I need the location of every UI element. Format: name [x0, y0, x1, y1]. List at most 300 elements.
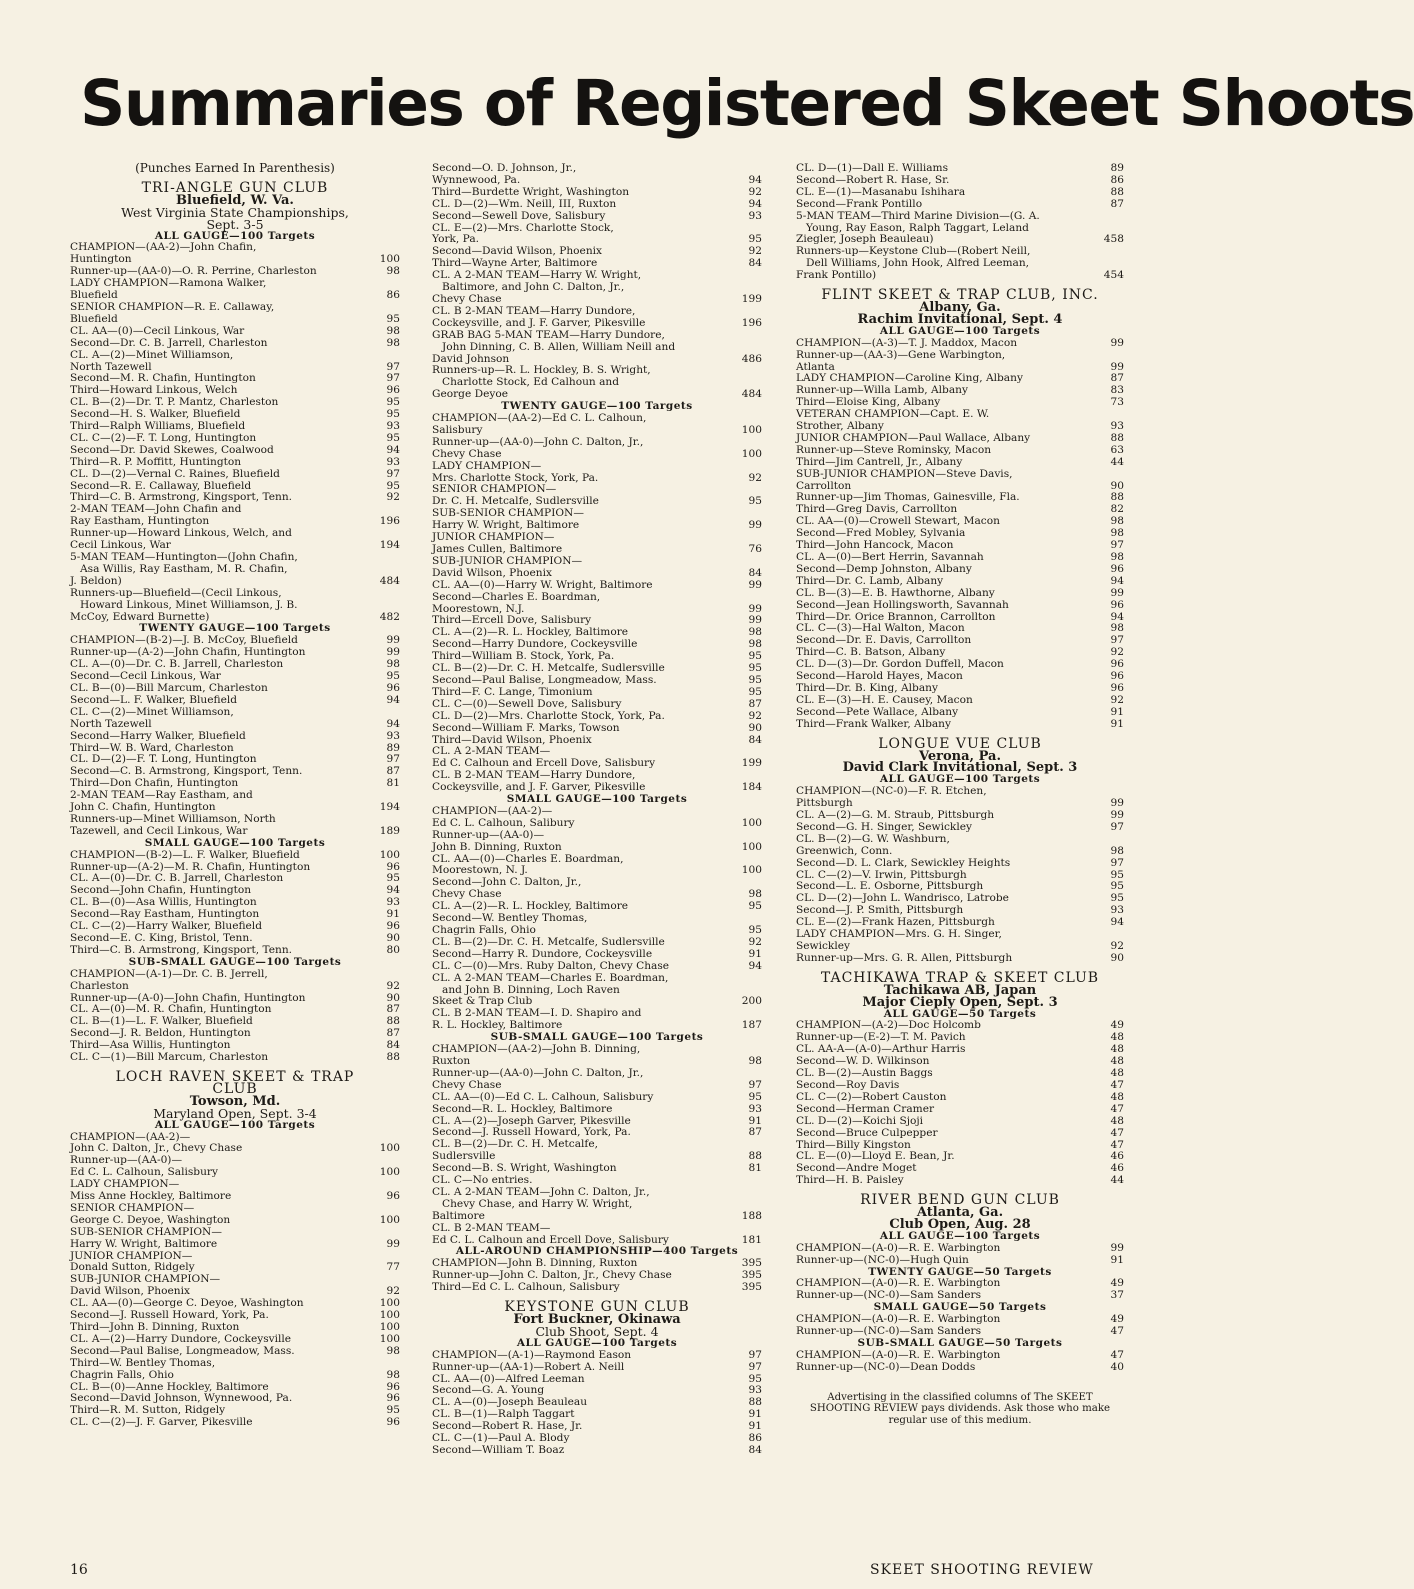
result-score: 76: [748, 543, 762, 555]
result-line: Runners-up—Keystone Club—(Robert Neill,: [796, 245, 1031, 258]
result-score: 99: [748, 614, 762, 627]
result-row: [796, 445, 1124, 457]
result-score: 99: [1110, 1241, 1124, 1254]
result-score: 181: [741, 1233, 762, 1246]
result-score: 98: [1110, 844, 1124, 857]
result-name: Third—Dr. Orice Brannon, Carrollton: [796, 610, 996, 623]
gauge-heading: ALL GAUGE—100 Targets: [516, 1336, 678, 1349]
result-score: 94: [386, 884, 400, 897]
result-name: Ziegler, Joseph Beauleau): [796, 233, 934, 246]
result-name: Second—B. S. Wright, Washington: [432, 1162, 617, 1175]
result-score: 98: [386, 324, 400, 337]
result-score: 95: [748, 1372, 762, 1385]
result-name: Third—Billy Kingston: [796, 1138, 911, 1151]
result-score: 98: [386, 1344, 400, 1357]
result-name: CL. C—(3)—Hal Walton, Macon: [796, 622, 965, 635]
result-score: 93: [748, 1384, 762, 1397]
result-score: 84: [748, 257, 762, 270]
result-score: 97: [386, 753, 400, 766]
result-score: 395: [741, 1269, 762, 1282]
result-score: 48: [1110, 1031, 1124, 1044]
result-name: CL. AA—(0)—Ed C. L. Calhoun, Salisbury: [432, 1090, 654, 1103]
result-name: Second—J. R. Beldon, Huntington: [70, 1027, 251, 1040]
result-row: [432, 1362, 762, 1374]
result-score: 47: [1110, 1325, 1124, 1338]
result-score: 87: [386, 765, 400, 778]
result-name: CL. E—(3)—H. E. Causey, Macon: [796, 693, 973, 706]
result-line: CHAMPION—(NC-0)—F. R. Etchen,: [796, 785, 987, 798]
result-line: CL. C—(2)—Minet Williamson,: [70, 705, 234, 718]
result-score: 97: [748, 1360, 762, 1373]
result-score: 73: [1110, 396, 1124, 409]
result-score: 99: [386, 646, 400, 659]
result-name: Skeet & Trap Club: [432, 995, 533, 1008]
result-line: SUB-JUNIOR CHAMPION—: [432, 554, 583, 567]
result-name: Second—Harry R. Dundore, Cockeysville: [432, 947, 653, 960]
result-name: Bluefield: [70, 289, 118, 302]
result-score: 84: [748, 566, 762, 579]
result-name: CHAMPION—(A-3)—T. J. Maddox, Macon: [796, 336, 1018, 349]
result-name: CL. C—(0)—Sewell Dove, Salisbury: [432, 697, 622, 710]
result-name: Miss Anne Hockley, Baltimore: [70, 1190, 232, 1203]
result-row: [432, 1104, 762, 1116]
result-name: CL. AA—(0)—George C. Deyoe, Washington: [70, 1297, 304, 1310]
result-score: 94: [748, 173, 762, 186]
result-line: CL. B 2-MAN TEAM—: [432, 1221, 551, 1234]
result-score: 95: [386, 408, 400, 421]
result-name: CL. A—(2)—Harry Dundore, Cockeysville: [70, 1332, 292, 1345]
result-score: 96: [386, 384, 400, 397]
result-row: [432, 568, 762, 580]
result-line: Runner-up—Howard Linkous, Welch, and: [70, 527, 292, 540]
result-name: Third—R. P. Moffitt, Huntington: [70, 455, 242, 468]
result-name: Second—Dr. C. B. Jarrell, Charleston: [70, 336, 268, 349]
result-score: 95: [386, 312, 400, 325]
result-line: Runner-up—(AA-0)—: [432, 828, 545, 841]
event-heading: West Virginia State Championships,: [121, 204, 349, 220]
result-score: 100: [379, 253, 400, 266]
result-line: SENIOR CHAMPION—: [70, 1201, 195, 1214]
result-name: CL. E—(1)—Masanabu Ishihara: [796, 185, 966, 198]
result-row: [70, 445, 400, 457]
result-name: George C. Deyoe, Washington: [70, 1213, 231, 1226]
result-name: Runner-up—Jim Thomas, Gainesville, Fla.: [796, 491, 1020, 504]
result-score: 94: [386, 717, 400, 730]
result-score: 87: [748, 1126, 762, 1139]
column-left: [70, 163, 400, 1429]
result-score: 84: [386, 1039, 400, 1052]
result-score: 95: [1110, 868, 1124, 881]
result-name: CHAMPION—(A-2)—Doc Holcomb: [796, 1019, 981, 1032]
result-row: [70, 1370, 400, 1382]
result-score: 92: [748, 245, 762, 258]
result-name: York, Pa.: [432, 233, 480, 246]
result-row: [796, 338, 1124, 350]
result-score: 95: [748, 685, 762, 698]
result-row: [70, 981, 400, 993]
result-score: 189: [379, 824, 400, 837]
result-score: 89: [1110, 162, 1124, 174]
gauge-heading: SUB-SMALL GAUGE—100 Targets: [128, 955, 342, 968]
result-score: 90: [1110, 479, 1124, 492]
result-row: [432, 687, 762, 699]
result-score: 91: [748, 1114, 762, 1127]
result-name: Second—Harry Walker, Bluefield: [70, 729, 246, 742]
result-line: LADY CHAMPION—Mrs. G. H. Singer,: [796, 928, 1002, 941]
result-score: 92: [748, 471, 762, 484]
event-heading: Maryland Open, Sept. 3-4: [153, 1105, 317, 1121]
result-line: JUNIOR CHAMPION—: [432, 531, 555, 544]
result-score: 88: [1110, 185, 1124, 198]
result-name: Third—C. B. Armstrong, Kingsport, Tenn.: [70, 491, 293, 504]
result-name: Second—D. L. Clark, Sewickley Heights: [796, 856, 1011, 869]
result-score: 188: [741, 1209, 762, 1222]
result-score: 95: [386, 431, 400, 444]
result-score: 46: [1110, 1162, 1124, 1175]
result-name: Runner-up—(AA-1)—Robert A. Neill: [432, 1360, 625, 1373]
result-name: Third—Ralph Williams, Bluefield: [70, 420, 246, 433]
result-name: Ed C. Calhoun and Ercell Dove, Salisbury: [432, 757, 656, 770]
result-row: [70, 576, 400, 588]
result-name: Sewickley: [796, 940, 850, 952]
result-score: 84: [748, 733, 762, 746]
result-row: [796, 457, 1124, 469]
result-score: 95: [386, 479, 400, 492]
result-score: 482: [379, 610, 400, 623]
result-name: Cockeysville, and J. F. Garver, Pikesville: [432, 316, 646, 329]
result-name: CL. D—(2)—John L. Wandrisco, Latrobe: [796, 892, 1009, 905]
result-score: 96: [386, 1380, 400, 1393]
result-score: 98: [1110, 622, 1124, 635]
result-name: Ed C. L. Calhoun and Ercell Dove, Salisbury: [432, 1233, 669, 1246]
result-name: Third—Don Chafin, Huntington: [70, 777, 239, 790]
result-score: 95: [386, 872, 400, 885]
result-name: Strother, Albany: [796, 420, 884, 433]
result-row: [70, 695, 400, 707]
result-score: 95: [748, 495, 762, 508]
gauge-heading: ALL GAUGE—100 Targets: [879, 324, 1041, 337]
result-score: 44: [1110, 455, 1124, 468]
result-name: Third—Asa Willis, Huntington: [70, 1039, 231, 1052]
result-score: 93: [386, 896, 400, 909]
result-row: [70, 1346, 400, 1358]
result-score: 63: [1110, 443, 1124, 456]
result-line: Runner-up—(AA-0)—John C. Dalton, Jr.,: [432, 435, 644, 448]
result-name: R. L. Hockley, Baltimore: [432, 1019, 563, 1032]
location-heading: Verona, Pa.: [919, 748, 1001, 764]
result-score: 91: [386, 908, 400, 921]
result-score: 94: [1110, 574, 1124, 587]
result-name: North Tazewell: [70, 360, 152, 373]
result-score: 87: [1110, 372, 1124, 385]
result-row: [796, 187, 1124, 199]
result-score: 81: [386, 777, 400, 790]
result-line: Asa Willis, Ray Eastham, M. R. Chafin,: [80, 562, 288, 575]
result-name: Runner-up—John C. Dalton, Jr., Chevy Chase: [432, 1269, 672, 1282]
result-row: [796, 1362, 1124, 1374]
section-note: (Punches Earned In Parenthesis): [135, 161, 335, 175]
result-line: CL. A 2-MAN TEAM—Harry W. Wright,: [432, 269, 642, 282]
result-score: 81: [748, 1162, 762, 1175]
result-score: 92: [748, 709, 762, 722]
result-score: 100: [379, 1332, 400, 1345]
result-row: [796, 953, 1124, 965]
location-heading: Bluefield, W. Va.: [176, 192, 294, 208]
result-line: CHAMPION—(AA-2)—John B. Dinning,: [432, 1043, 641, 1056]
result-line: Runners-up—Bluefield—(Cecil Linkous,: [70, 586, 282, 599]
result-score: 95: [748, 650, 762, 663]
result-score: 458: [1103, 233, 1124, 246]
result-name: Runner-up—(A-0)—John Chafin, Huntington: [70, 991, 306, 1004]
result-name: Second—David Wilson, Phoenix: [432, 245, 603, 258]
result-score: 98: [1110, 515, 1124, 528]
result-score: 86: [386, 289, 400, 302]
result-name: Second—Bruce Culpepper: [796, 1126, 938, 1139]
result-name: Salisbury: [432, 423, 483, 436]
location-heading: Fort Buckner, Okinawa: [513, 1312, 681, 1327]
result-row: [70, 1417, 400, 1429]
result-score: 100: [741, 447, 762, 460]
result-score: 94: [1110, 916, 1124, 929]
result-score: 200: [741, 995, 762, 1008]
result-name: Third—David Wilson, Phoenix: [432, 733, 592, 746]
result-score: 95: [748, 233, 762, 246]
result-line: 5-MAN TEAM—Third Marine Division—(G. A.: [796, 209, 1040, 222]
result-score: 95: [1110, 892, 1124, 905]
result-name: Second—John Chafin, Huntington: [70, 884, 252, 897]
gauge-heading: ALL GAUGE—100 Targets: [879, 773, 1041, 786]
result-score: 196: [379, 515, 400, 528]
result-row: [796, 1175, 1124, 1187]
result-score: 99: [1110, 586, 1124, 599]
result-score: 96: [1110, 598, 1124, 611]
result-name: Second—Pete Wallace, Albany: [796, 705, 959, 718]
location-heading: Towson, Md.: [189, 1093, 281, 1109]
result-score: 184: [741, 781, 762, 794]
result-name: Chevy Chase: [432, 292, 502, 305]
result-line: SENIOR CHAMPION—: [432, 483, 557, 496]
result-score: 194: [379, 801, 400, 814]
result-name: Second—G. H. Singer, Sewickley: [796, 820, 972, 833]
result-name: Cockeysville, and J. F. Garver, Pikesville: [432, 781, 646, 794]
result-row: [70, 338, 400, 350]
result-score: 77: [386, 1261, 400, 1274]
result-name: Runner-up—(NC-0)—Sam Sanders: [796, 1325, 982, 1338]
result-name: CL. AA—(0)—Harry W. Wright, Baltimore: [432, 578, 653, 591]
result-score: 395: [741, 1257, 762, 1270]
result-name: CL. AA—(0)—Crowell Stewart, Macon: [796, 515, 1000, 528]
result-name: Third—Howard Linkous, Welch: [70, 384, 238, 397]
result-name: Moorestown, N.J.: [432, 602, 525, 615]
result-row: [432, 842, 762, 854]
location-heading: Major Cieply Open, Sept. 3: [862, 994, 1058, 1010]
result-line: SENIOR CHAMPION—R. E. Callaway,: [70, 300, 275, 313]
result-name: Runner-up—(NC-0)—Sam Sanders: [796, 1289, 982, 1302]
result-row: [432, 1445, 762, 1457]
result-name: Cecil Linkous, War: [70, 539, 171, 552]
result-name: Second—R. E. Callaway, Bluefield: [70, 479, 252, 492]
result-name: David Wilson, Phoenix: [70, 1285, 190, 1298]
result-name: CL. C—(0)—Mrs. Ruby Dalton, Chevy Chase: [432, 959, 670, 972]
result-name: Second—Fred Mobley, Sylvania: [796, 527, 966, 540]
result-score: 92: [386, 979, 400, 992]
result-score: 93: [386, 420, 400, 433]
location-heading: Tachikawa AB, Japan: [883, 982, 1037, 998]
result-name: Pittsburgh: [796, 797, 853, 810]
result-row: [70, 314, 400, 326]
result-score: 92: [748, 185, 762, 198]
result-line: CHAMPION—(AA-2)—John Chafin,: [70, 241, 257, 254]
result-name: CL. A—(0)—Joseph Beauleau: [432, 1396, 588, 1409]
result-score: 80: [386, 943, 400, 956]
result-name: Second—R. L. Hockley, Baltimore: [432, 1102, 613, 1115]
result-score: 94: [1110, 610, 1124, 623]
result-name: Third—Dr. B. King, Albany: [796, 681, 938, 694]
result-score: 49: [1110, 1313, 1124, 1326]
result-line: CHAMPION—(AA-2)—: [432, 804, 553, 817]
result-line: Runners-up—Minet Williamson, North: [70, 812, 276, 825]
result-row: [432, 1211, 762, 1223]
result-score: 40: [1110, 1360, 1124, 1373]
gauge-heading: ALL GAUGE—50 Targets: [883, 1007, 1037, 1020]
result-name: Chevy Chase: [432, 447, 502, 460]
result-score: 100: [379, 1142, 400, 1155]
result-line: LADY CHAMPION—: [432, 459, 542, 472]
result-score: 96: [1110, 658, 1124, 671]
result-row: [432, 949, 762, 961]
result-name: Second—Robert R. Hase, Jr.: [432, 1420, 583, 1433]
result-score: 87: [386, 1003, 400, 1016]
result-score: 83: [1110, 384, 1124, 397]
result-name: LADY CHAMPION—Caroline King, Albany: [796, 372, 1023, 385]
result-score: 100: [379, 1297, 400, 1310]
result-name: Second—J. Russell Howard, York, Pa.: [432, 1126, 631, 1139]
result-name: CL. C—(2)—J. F. Garver, Pikesville: [70, 1416, 253, 1429]
result-score: 95: [1110, 880, 1124, 893]
result-name: CL. C—(2)—Robert Causton: [796, 1090, 947, 1103]
result-score: 96: [1110, 562, 1124, 575]
result-line: Runner-up—(AA-3)—Gene Warbington,: [796, 348, 1006, 361]
page-number: 16: [70, 1562, 88, 1578]
result-name: Second—Demp Johnston, Albany: [796, 562, 972, 575]
gauge-heading: ALL GAUGE—100 Targets: [879, 1229, 1041, 1242]
result-name: Harry W. Wright, Baltimore: [432, 519, 580, 532]
result-line: Howard Linkous, Minet Williamson, J. B.: [80, 598, 298, 611]
result-score: 89: [386, 741, 400, 754]
result-name: CHAMPION—(B-2)—L. F. Walker, Bluefield: [70, 848, 300, 861]
result-score: 99: [1110, 336, 1124, 349]
result-score: 90: [748, 721, 762, 734]
result-row: [70, 731, 400, 743]
location-heading: Club Open, Aug. 28: [889, 1216, 1031, 1232]
result-row: [432, 723, 762, 735]
result-name: John C. Chafin, Huntington: [70, 801, 216, 814]
result-name: Charleston: [70, 979, 129, 992]
result-name: CHAMPION—(A-1)—Raymond Eason: [432, 1348, 632, 1361]
result-line: Charlotte Stock, Ed Calhoun and: [442, 376, 620, 389]
result-line: CL. E—(2)—Mrs. Charlotte Stock,: [432, 221, 614, 234]
result-name: Second—E. C. King, Bristol, Tenn.: [70, 932, 253, 944]
result-score: 187: [741, 1019, 762, 1032]
result-name: David Johnson: [432, 352, 510, 365]
result-name: Third—Greg Davis, Carrollton: [796, 503, 958, 516]
result-row: [796, 270, 1124, 282]
result-row: [796, 1116, 1124, 1128]
result-name: Ed C. L. Calhoun, Salisbury: [70, 1166, 218, 1179]
result-score: 98: [748, 638, 762, 651]
result-name: James Cullen, Baltimore: [432, 543, 563, 555]
result-score: 196: [741, 316, 762, 329]
result-score: 98: [748, 888, 762, 901]
result-line: Third—W. Bentley Thomas,: [70, 1356, 216, 1369]
magazine-name: SKEET SHOOTING REVIEW: [870, 1562, 1094, 1578]
result-line: 2-MAN TEAM—John Chafin and: [70, 503, 242, 516]
result-name: Third—Ercell Dove, Salisbury: [432, 614, 592, 627]
result-score: 96: [386, 860, 400, 873]
result-score: 100: [741, 423, 762, 436]
gauge-heading: SMALL GAUGE—100 Targets: [144, 836, 326, 849]
result-line: CL. A 2-MAN TEAM—John C. Dalton, Jr.,: [432, 1185, 650, 1198]
result-name: Third—John B. Dinning, Ruxton: [70, 1321, 240, 1333]
result-score: 96: [1110, 670, 1124, 683]
result-line: CL. B 2-MAN TEAM—Harry Dundore,: [432, 304, 636, 317]
result-name: Mrs. Charlotte Stock, York, Pa.: [432, 471, 599, 484]
result-row: [432, 199, 762, 211]
result-row: [432, 818, 762, 830]
result-name: CL. AA-A—(A-0)—Arthur Harris: [796, 1043, 966, 1056]
result-line: Dell Williams, John Hook, Alfred Leeman,: [806, 257, 1030, 270]
result-row: [432, 1350, 762, 1362]
club-heading: LONGUE VUE CLUB: [878, 735, 1042, 752]
result-name: Runner-up—(A-2)—M. R. Chafin, Huntington: [70, 860, 311, 873]
result-name: Second—H. S. Walker, Bluefield: [70, 408, 241, 421]
location-heading: Albany, Ga.: [919, 299, 1001, 315]
result-name: Second—Sewell Dove, Salisbury: [432, 209, 606, 222]
club-heading: LOCH RAVEN SKEET & TRAP: [115, 1068, 355, 1085]
result-name: Second—Harry Dundore, Cockeysville: [432, 638, 638, 651]
result-score: 87: [1110, 197, 1124, 210]
result-score: 87: [748, 697, 762, 710]
result-name: Third—W. B. Ward, Charleston: [70, 741, 234, 754]
result-score: 48: [1110, 1043, 1124, 1056]
result-name: Second—William F. Marks, Towson: [432, 721, 620, 734]
result-name: McCoy, Edward Burnette): [70, 610, 210, 623]
result-name: CHAMPION—(B-2)—J. B. McCoy, Bluefield: [70, 634, 298, 647]
result-name: CHAMPION—(A-0)—R. E. Warbington: [796, 1313, 1001, 1326]
result-name: Third—Wayne Arter, Baltimore: [432, 257, 598, 270]
result-name: Sudlersville: [432, 1150, 496, 1163]
result-score: 97: [386, 360, 400, 373]
result-score: 99: [1110, 809, 1124, 822]
result-score: 92: [1110, 940, 1124, 952]
result-name: Second—David Johnson, Wynnewood, Pa.: [70, 1392, 293, 1405]
result-line: CL. A 2-MAN TEAM—: [432, 745, 551, 758]
result-score: 93: [1110, 420, 1124, 433]
result-line: Young, Ray Eason, Ralph Taggart, Leland: [806, 221, 1029, 234]
result-line: VETERAN CHAMPION—Capt. E. W.: [796, 408, 990, 421]
result-name: Second—G. A. Young: [432, 1384, 545, 1397]
result-name: Third—Dr. C. Lamb, Albany: [796, 574, 944, 587]
result-row: [796, 199, 1124, 211]
result-line: Runner-up—(AA-0)—John C. Dalton, Jr.,: [432, 1066, 644, 1079]
result-line: CL. C—No entries.: [432, 1174, 533, 1187]
result-name: Third—John Hancock, Macon: [796, 539, 954, 552]
result-line: CL. A—(2)—Minet Williamson,: [70, 348, 234, 361]
result-name: Second—Dr. David Skewes, Coalwood: [70, 443, 274, 456]
result-score: 84: [748, 1443, 762, 1456]
result-line: CHAMPION—(A-1)—Dr. C. B. Jerrell,: [70, 967, 268, 980]
result-line: CL. AA—(0)—Charles E. Boardman,: [432, 852, 624, 865]
